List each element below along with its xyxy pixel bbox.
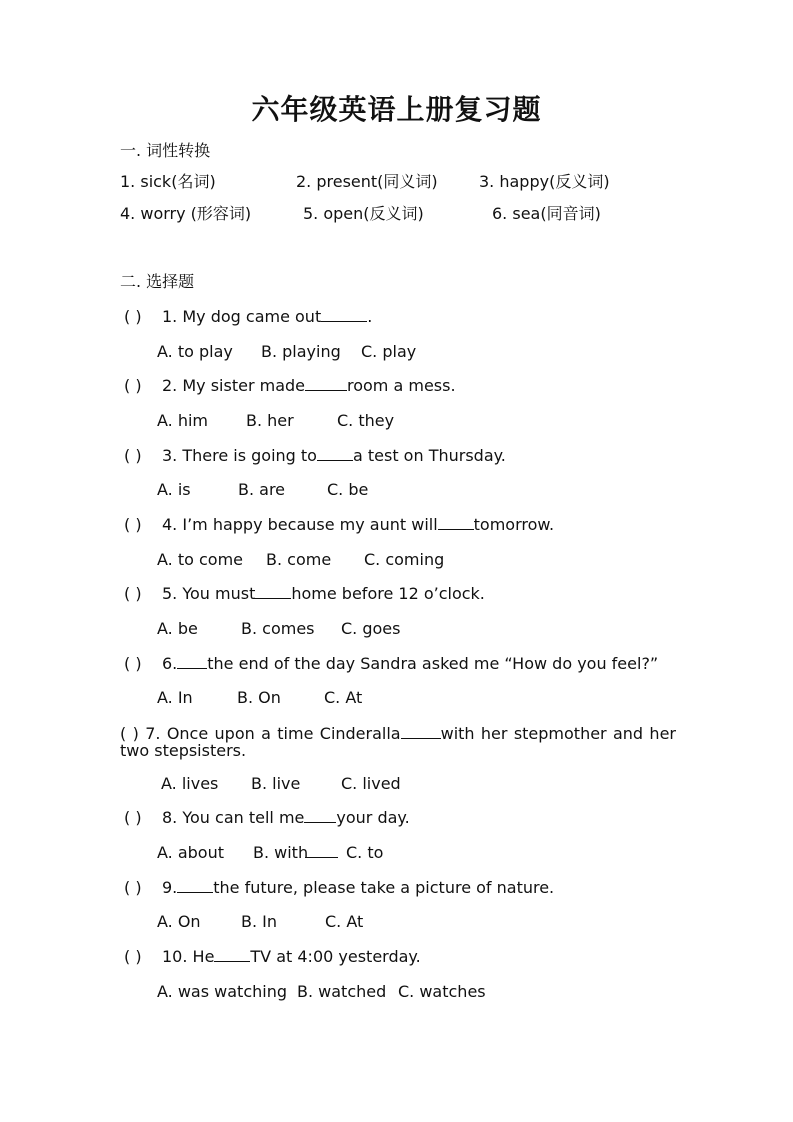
option-b: B. playing (261, 342, 341, 361)
option-a: A. to play (157, 342, 233, 361)
option-c: C. coming (364, 550, 445, 569)
option-b: B. live (251, 774, 301, 793)
option-a: A. him (157, 411, 209, 430)
question-4-options (157, 550, 444, 570)
answer-paren[interactable]: ( ) (124, 307, 142, 326)
option-c: C. lived (341, 774, 401, 793)
question-2 (124, 376, 456, 396)
question-text-rest: tomorrow. (473, 515, 555, 534)
option-c: C. At (324, 688, 363, 707)
question-1-options (157, 342, 416, 362)
word-item-6: 6. sea(同音词) (492, 204, 601, 223)
page-title: 六年级英语上册复习题 (251, 93, 542, 126)
answer-blank (255, 584, 291, 599)
option-c: C. play (361, 342, 417, 361)
word-item-3: 3. happy(反义词) (479, 172, 610, 191)
question-text-rest: with her stepmother and her two stepsisters. (120, 724, 676, 760)
word-item-4: 4. worry (形容词) (120, 204, 252, 223)
answer-blank (304, 808, 336, 823)
question-10 (124, 947, 421, 967)
question-text: 7. Once upon a time Cinderalla (145, 724, 401, 743)
answer-paren[interactable]: ( ) (120, 724, 139, 743)
option-c: C. watches (398, 982, 486, 1001)
option-b: B. watched (297, 982, 387, 1001)
question-8 (124, 808, 410, 828)
question-10-options (157, 982, 486, 1002)
question-text-rest: . (367, 307, 373, 326)
answer-blank (305, 376, 347, 391)
word-item-2: 2. present(同义词) (296, 172, 438, 191)
question-text-rest: room a mess. (347, 376, 456, 395)
answer-paren[interactable]: ( ) (124, 446, 142, 465)
question-text-rest: TV at 4:00 yesterday. (250, 947, 421, 966)
question-text: 8. You can tell me (162, 808, 305, 827)
question-4 (124, 515, 554, 535)
section-heading-word-forms: 一. 词性转换 (120, 141, 211, 160)
word-item-1: 1. sick(名词) (120, 172, 216, 191)
answer-blank (177, 878, 213, 893)
question-6 (124, 654, 658, 674)
answer-blank (177, 654, 207, 669)
option-blank (305, 843, 338, 858)
question-text-rest: the end of the day Sandra asked me “How do you feel?” (207, 654, 659, 673)
question-9 (124, 878, 554, 898)
question-text: 2. My sister made (162, 376, 305, 395)
option-c: C. to (346, 843, 384, 862)
question-text-rest: your day. (336, 808, 410, 827)
question-text-rest: a test on Thursday. (352, 446, 506, 465)
answer-paren[interactable]: ( ) (124, 878, 142, 897)
option-b: B. come (266, 550, 332, 569)
option-c: C. they (337, 411, 395, 430)
question-text: 9. (162, 878, 178, 897)
answer-paren[interactable]: ( ) (124, 654, 142, 673)
option-a: A. be (157, 619, 198, 638)
question-7-options (161, 774, 401, 794)
answer-paren[interactable]: ( ) (124, 808, 142, 827)
option-b: B. are (238, 480, 286, 499)
question-6-options (157, 688, 362, 708)
option-b: B. her (246, 411, 294, 430)
word-item-5: 5. open(反义词) (303, 204, 424, 223)
question-2-options (157, 411, 394, 431)
question-text: 1. My dog came out (162, 307, 322, 326)
option-c: C. goes (341, 619, 401, 638)
question-text: 3. There is going to (162, 446, 317, 465)
option-b: B. On (237, 688, 281, 707)
question-5-options (157, 619, 400, 639)
question-3 (124, 446, 506, 466)
answer-paren[interactable]: ( ) (124, 515, 142, 534)
question-text-rest: the future, please take a picture of nature. (213, 878, 555, 897)
question-8-options (157, 843, 383, 863)
answer-paren[interactable]: ( ) (124, 376, 142, 395)
question-text: 6. (162, 654, 178, 673)
option-b: B. comes (241, 619, 315, 638)
question-5 (124, 584, 485, 604)
option-b: B. with (253, 843, 309, 862)
option-c: C. be (327, 480, 369, 499)
question-7 (120, 724, 676, 759)
answer-blank (321, 307, 367, 322)
answer-paren[interactable]: ( ) (124, 584, 142, 603)
answer-blank (317, 446, 353, 461)
answer-blank (438, 515, 474, 530)
question-1 (124, 307, 372, 327)
option-a: A. is (157, 480, 191, 499)
option-a: A. lives (161, 774, 219, 793)
option-a: A. On (157, 912, 201, 931)
section-heading-multiple-choice: 二. 选择题 (120, 272, 195, 291)
answer-paren[interactable]: ( ) (124, 947, 142, 966)
question-text: 4. I’m happy because my aunt will (162, 515, 438, 534)
option-b: B. In (241, 912, 278, 931)
question-text: 5. You must (162, 584, 256, 603)
option-a: A. to come (157, 550, 243, 569)
option-c: C. At (325, 912, 364, 931)
question-text-rest: home before 12 o’clock. (291, 584, 485, 603)
question-3-options (157, 480, 368, 500)
question-9-options (157, 912, 363, 932)
option-a: A. was watching (157, 982, 287, 1001)
option-a: A. about (157, 843, 224, 862)
option-a: A. In (157, 688, 193, 707)
answer-blank (214, 947, 250, 962)
answer-blank (401, 724, 441, 739)
question-text: 10. He (162, 947, 215, 966)
